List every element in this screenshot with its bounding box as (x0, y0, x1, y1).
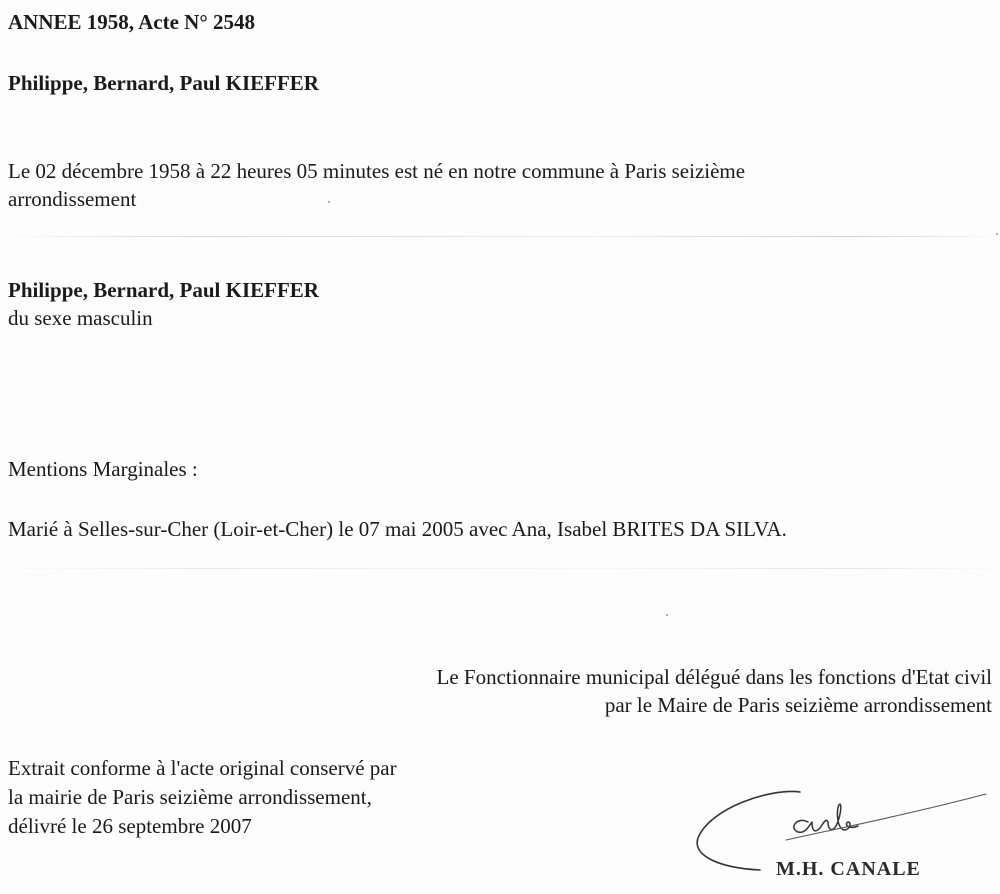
person-name: Philippe, Bernard, Paul KIEFFER (8, 278, 319, 302)
scan-speck (666, 614, 668, 616)
act-year-number: ANNEE 1958, Acte N° 2548 (8, 10, 255, 34)
marginal-mentions-heading: Mentions Marginales : (8, 457, 198, 481)
official-title-line-1: Le Fonctionnaire municipal délégué dans les fonctions d'Etat civil (436, 665, 992, 689)
extract-line-1: Extrait conforme à l'acte original conservé par (8, 756, 397, 780)
scan-speck (328, 201, 330, 203)
extract-line-3: délivré le 26 septembre 2007 (8, 814, 252, 838)
birth-statement-line-2: arrondissement (8, 187, 137, 211)
person-sex: du sexe masculin (8, 306, 153, 330)
header-person-name: Philippe, Bernard, Paul KIEFFER (8, 71, 319, 95)
signatory-stamp-name: M.H. CANALE (776, 858, 921, 880)
birth-statement-line-1: Le 02 décembre 1958 à 22 heures 05 minutes est né en notre commune à Paris seizième (8, 159, 746, 183)
official-title-line-2: par le Maire de Paris seizième arrondissement (604, 693, 992, 717)
extract-statement (8, 754, 397, 841)
extract-line-2: la mairie de Paris seizième arrondissement, (8, 785, 372, 809)
paper-fold-line (0, 236, 1000, 237)
scan-speck (996, 233, 998, 235)
official-title (437, 663, 992, 719)
paper-fold-line-2 (0, 568, 1000, 569)
marriage-mention: Marié à Selles-sur-Cher (Loir-et-Cher) le 07 mai 2005 avec Ana, Isabel BRITES DA SILVA. (8, 517, 787, 541)
